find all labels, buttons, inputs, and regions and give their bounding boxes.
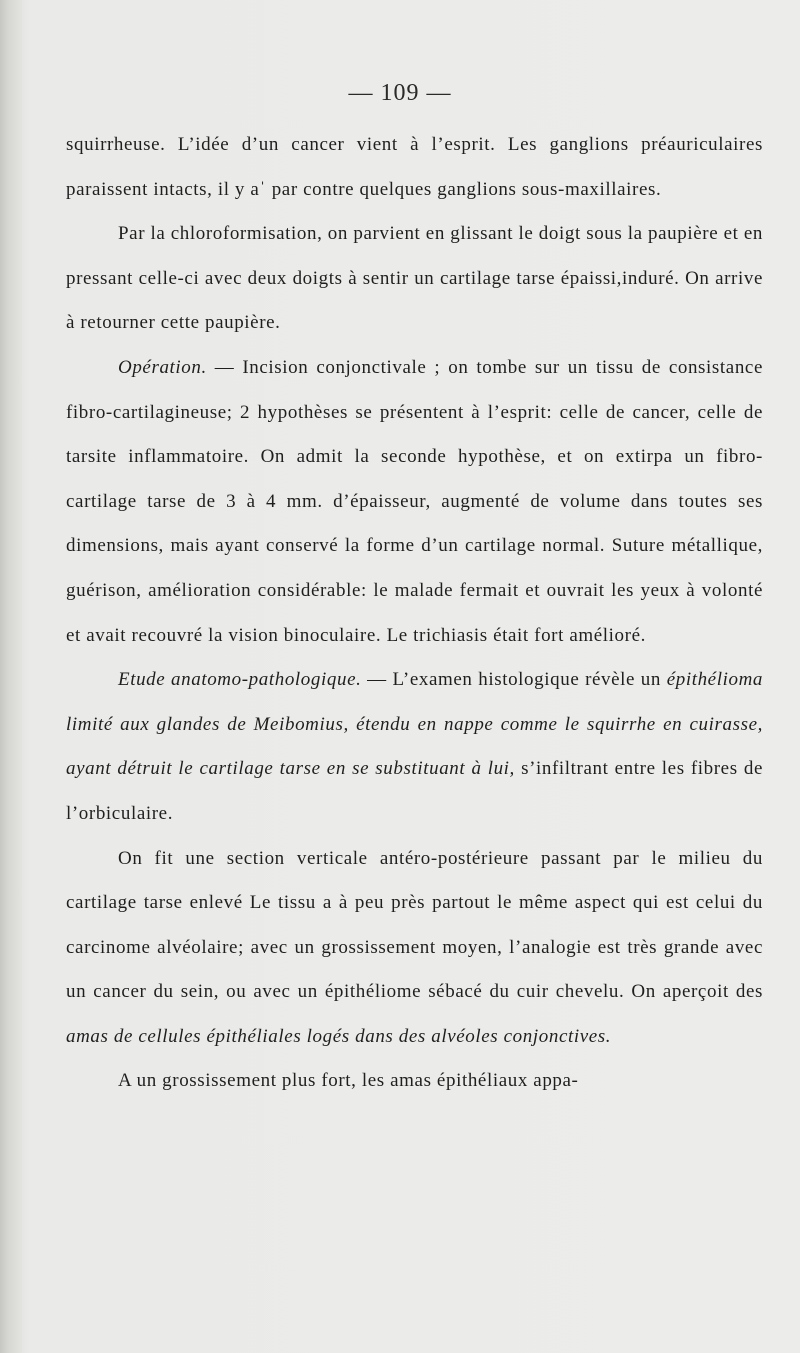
emphasis-text: épithélioma limité aux glandes de Meibomius, étendu en nappe comme le squirrhe en cuirasse, ayant détruit le cartilage tarse en se substituant à lui, bbox=[66, 669, 763, 780]
text-segment: — L’examen histologique révèle un bbox=[361, 669, 667, 691]
text-segment: On fit une section verticale antéro-postérieure passant par le milieu du cartilage tarse enlevé Le tissu a à peu près partout le même aspect qui est celui du carcinome alvéolaire; avec un grossissement moyen, l’analogie est très grande avec un cancer du sein, ou avec un épithéliome sébacé du cuir chevelu. On aperçoit des bbox=[66, 847, 763, 1003]
body-text bbox=[66, 123, 763, 1104]
section-heading-study: Etude anatomo-pathologique. bbox=[118, 669, 362, 691]
text-segment: s’infiltrant entre les fibres de l’orbiculaire. bbox=[66, 758, 764, 824]
emphasis-text: amas de cellules épithéliales logés dans des alvéoles conjonctives. bbox=[66, 1025, 612, 1047]
page-number: — 109 — bbox=[348, 80, 452, 106]
section-heading-operation: Opération. bbox=[118, 356, 207, 378]
paragraph bbox=[66, 346, 763, 658]
paragraph bbox=[66, 212, 763, 346]
text-segment: A un grossissement plus fort, les amas épithéliaux appa- bbox=[118, 1070, 579, 1092]
text-segment: Par la chloroformisation, on parvient en glissant le doigt sous la paupière et en pressant celle-ci avec deux doigts à sentir un cartilage tarse épaissi,induré. On arrive à retourner cette paupière. bbox=[66, 223, 763, 334]
text-segment: squirrheuse. L’idée d’un cancer vient à l’esprit. Les ganglions préauriculaires paraissent intacts, il y a bbox=[66, 134, 763, 200]
page-binding-edge bbox=[0, 0, 22, 1353]
text-segment: — Incision conjonctivale ; on tombe sur un tissu de consistance fibro-cartilagineuse; 2 hypothèses se présentent à l’esprit: celle de cancer, celle de tarsite inflammatoire. On admit la seconde hypothèse, et on extirpa un fibro-cartilage tarse de 3 à 4 mm. d’épaisseur, augmenté de volume dans toutes ses dimensions, mais ayant conservé la forme d’un cartilage normal. Suture métallique, guérison, amélioration considérable: le malade fermait et ouvrait les yeux à volonté et avait recouvré la vision binoculaire. Le trichiasis était fort amélioré. bbox=[66, 356, 763, 646]
text-segment: ˈ bbox=[259, 178, 267, 200]
paragraph bbox=[66, 837, 763, 1060]
paragraph bbox=[66, 1059, 763, 1104]
text-segment: par contre quelques ganglions sous-maxillaires. bbox=[266, 178, 662, 200]
paragraph bbox=[66, 658, 763, 836]
paragraph bbox=[66, 123, 763, 212]
